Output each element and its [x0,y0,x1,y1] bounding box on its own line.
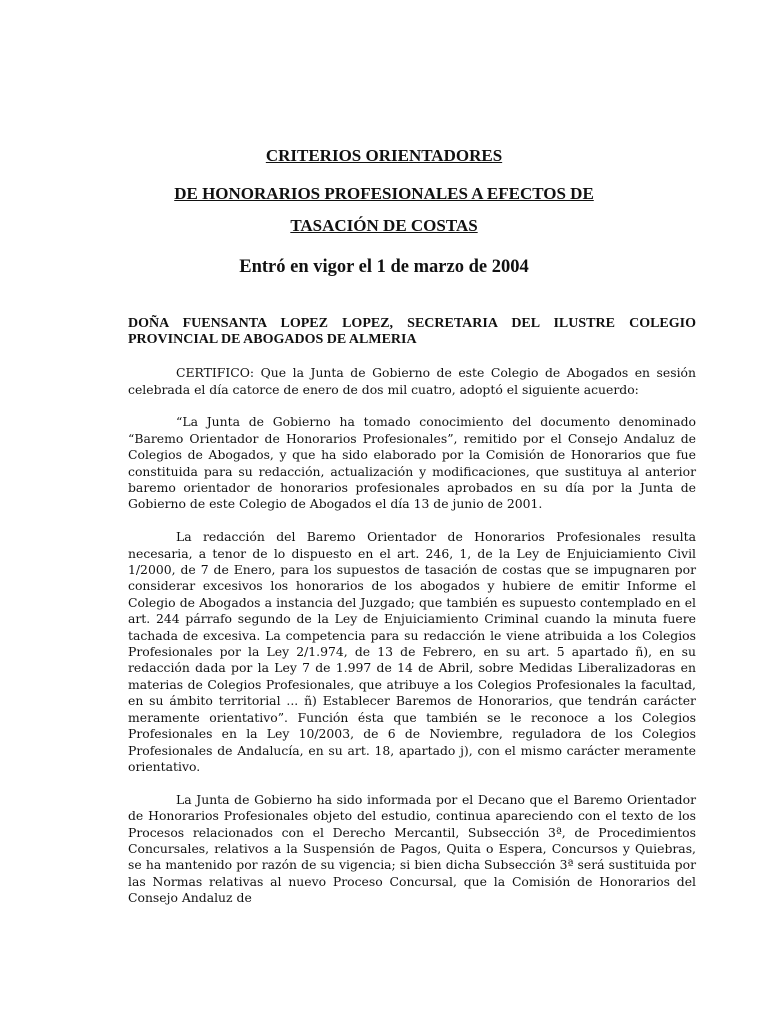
addressee-heading: DOÑA FUENSANTA LOPEZ LOPEZ, SECRETARIA DEL ILUSTRE COLEGIO PROVINCIAL DE ABOGADOS DE ALMERIA [128,316,696,348]
paragraph-junta-gobierno: La Junta de Gobierno ha sido informada por el Decano que el Baremo Orientador de Honorarios Profesionales objeto del estudio, continua apareciendo con el texto de los Procesos relacionados con el Derecho Mercantil, Subsección 3ª, de Procedimientos Concursales, relativos a la Suspensión de Pagos, Quita o Espera, Concursos y Quiebras, se ha mantenido por razón de su vigencia; si bien dicha Subsección 3ª será sustituida por las Normas relativas al nuevo Proceso Concursal, que la Comisión de Honorarios del Consejo Andaluz de [128,791,696,906]
document-body [128,316,696,923]
paragraph-certifico: CERTIFICO: Que la Junta de Gobierno de este Colegio de Abogados en sesión celebrada el día catorce de enero de dos mil cuatro, adoptó el siguiente acuerdo: [128,365,696,397]
title-line-2: DE HONORARIOS PROFESIONALES A EFECTOS DE [174,184,594,203]
effective-date-subtitle: Entró en vigor el 1 de marzo de 2004 [239,257,529,277]
paragraph-acuerdo: “La Junta de Gobierno ha tomado conocimiento del documento denominado “Baremo Orientador de Honorarios Profesionales”, remitido por el Consejo Andaluz de Colegios de Abogados, y que ha sido elaborado por la Comisión de Honorarios que fue constituida para su redacción, actualización y modificaciones, que sustituya al anterior baremo orientador de honorarios profesionales aprobados en su día por la Junta de Gobierno de este Colegio de Abogados el día 13 de junio de 2001. [128,414,696,512]
title-line-1: CRITERIOS ORIENTADORES [265,146,503,165]
paragraph-redaccion: La redacción del Baremo Orientador de Honorarios Profesionales resulta necesaria, a tenor de lo dispuesto en el art. 246, 1, de la Ley de Enjuiciamiento Civil 1/2000, de 7 de Enero, para los supuestos de tasación de costas que se impugnaren por considerar excesivos los honorarios de los abogados y hubiere de emitir Informe el Colegio de Abogados a instancia del Juzgado; que también es supuesto contemplado en el art. 244 párrafo segundo de la Ley de Enjuiciamiento Criminal cuando la minuta fuere tachada de excesiva. La competencia para su redacción le viene atribuida a los Colegios Profesionales por la Ley 2/1.974, de 13 de Febrero, en su art. 5 apartado ñ), en su redacción dada por la Ley 7 de 1.997 de 14 de Abril, sobre Medidas Liberalizadoras en materias de Colegios Profesionales, que atribuye a los Colegios Profesionales la facultad, en su ámbito territorial ... ñ) Establecer Baremos de Honorarios, que tendrán carácter meramente orientativo”. Función ésta que también se le reconoce a los Colegios Profesionales en la Ley 10/2003, de 6 de Noviembre, reguladora de los Colegios Profesionales de Andalucía, en su art. 18, apartado j), con el mismo carácter meramente orientativo. [128,529,696,774]
title-line-3: TASACIÓN DE COSTAS [290,216,478,235]
